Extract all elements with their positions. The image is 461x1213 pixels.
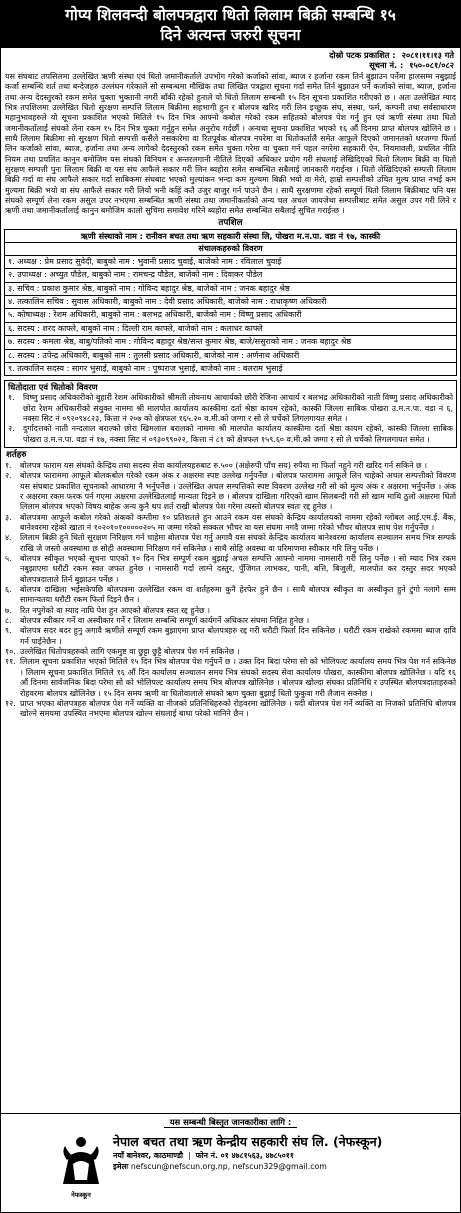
org-address: नयाँ बानेश्वर, काठमाण्डौ	[113, 1151, 184, 1160]
org-email-line	[113, 1161, 458, 1172]
term-number: ७.	[5, 605, 12, 615]
org-name: नेपाल बचत तथा ऋण केन्द्रीय सहकारी संघ लि. (नेफस्कून)	[113, 1134, 383, 1149]
term-number: ६.	[5, 585, 12, 595]
email-label: इमेलः	[113, 1162, 129, 1171]
term-text: बोलपत्र फाराममा आफूले बोलकबोल गरेको रकम अंक र अक्षरमा स्पष्ट उल्लेख गर्नुपर्नेछ । बोलपत्र फाराममा आफूले लिन चाहेको अचल सम्पत्तीको विवरण यस संघबाट प्रकाशित सूचनाको आधारमा नै भर्नुपर्नेछ । उल्लेखित अचल सम्पत्तिको स्पष्ट विवरण उल्लेख गरी सो को मुल्य अंक र अक्षरमा भर्नुपर्नेछ । अंक र अक्षरमा रकम फरक पर्न गएमा अक्षरमा उल्लेखितलाई मान्यता दिइने छ । बोलपत्र दाखिला गरिएको खाम सिलबन्दी गरी सो खाम माथि ठुलो अक्षरमा धितो लिलाम बोलपत्र भएको विषय बाहेक अन्य कुनै थप शर्त राखी बोलपत्र पेश गरेमा त्यस्तो बोलपत्र स्वतः रद्द हुनेछ ।	[20, 471, 456, 512]
term-item	[5, 626, 456, 647]
org-phone: फोन नं. ०१ ४७८१५६३, ४७८५०११	[195, 1151, 294, 1160]
board-member-row: ९. तत्कालिन सदस्य : सागर भुसाई, बाबुको नाम : पुष्पराज भुसाई, बाजेको नाम : बलराम भुसाई	[8, 364, 283, 374]
term-text: बोलपत्र दाखिला भईसकेपछि बोलपत्रमा उल्लेखित रकम वा शर्तहरुमा कुनै हेरफेर हुने छैन । साथै बोलपत्र स्वीकृत वा अस्वीकृत हुने टुंगो नलागे सम्म सामान्यतया धरौटी रकम फिर्ता दिइने छैन ।	[20, 585, 456, 605]
collateral-item	[8, 424, 453, 445]
term-number: २.	[5, 471, 12, 481]
term-number: ८.	[5, 616, 12, 626]
term-text: बोलपत्र फाराम यस संघको केन्द्रिय तथा सदस्य सेवा कार्यालयहरुबाट रु.५०० (अक्षेरुपी पाँच सय) रुपैया मा फिर्ता नहुने गरी खरिद गर्न सकिने छ ।	[20, 460, 428, 470]
term-item	[5, 616, 456, 626]
board-member-row: ७. सदस्य : कमला श्रेष्ठ, बाबु/पतिको नाम : गोविन्द बहादुर श्रेष्ठ/सन्त कुमार श्रेष्ठ, बाजे/ससुराको नाम : जनक बहादुर श्रेष्ठ	[5, 336, 456, 349]
board-member-row: २. उपाध्यक्ष : अच्युत पौडेल, बाबुको नाम : रामचन्द्र पौडेल, बाजेको नाम : दिवाकर पौडेल	[5, 269, 456, 282]
term-item	[5, 461, 456, 471]
org-address-line: नयाँ बानेश्वर, काठमाण्डौ | फोन नं. ०१ ४७८१५६३, ४७८५०११	[113, 1151, 294, 1160]
footer-caption-text: यस सम्बन्धी बिस्तृत जानकारीका लागि :	[164, 1117, 298, 1128]
org-email[interactable]: nefscun@nefscun.org.np, nefscun329@gmail.com	[130, 1162, 327, 1171]
collateral-item-text: विष्णु प्रसाद अधिकारीको बुहारी रेशम अधिकारीको श्रीमती तोयनाथ आचार्यको छोरी रेजिना आचार्य र बलभद्र अधिकारीको नाती विष्णु प्रसाद अधिकारीको छोरा रेशम अधिकारीको संयुक्त नाममा श्री मालपोत कार्यालय कास्कीमा दर्ता श्रेष्ठा कायम रहेको, कास्की जिल्ला साबिक पोखरा उ.म.न.पा. वडा नं ६, नक्सा सिट नं ०९२०९४८२३, कित्ता नं २०७ को क्षेत्रफल १६५.२० व.मी.को जग्गा र सो ले चर्चेको लिगलगायत समेत ।	[23, 393, 453, 424]
term-number: ९.	[5, 626, 12, 636]
org-details	[113, 1134, 458, 1172]
contact-footer	[1, 1113, 460, 1212]
term-number: ५.	[5, 554, 12, 564]
footer-caption	[1, 1117, 460, 1128]
board-member-row: ३. सचिव : प्रकाश कुमार श्रेष्ठ, बाबुको नाम : गोविन्द बहादुर श्रेष्ठ, बाजेको नाम : जनक बहादुर श्रेष्ठ	[5, 283, 456, 296]
term-text: लिलाम सूचना प्रकाशित भएको मितिले १५ दिन भित्र बोलपत्र पेश गर्नुपर्ने छ । उक्त दिन बिदा परेमा सो को भोलिपल्ट कार्यालय समय भित्र पेश गर्न सकिनेछ । लिलाम सूचना प्रकाशित मितिले १६ औं दिन कार्यालय सञ्चालन समय भित्र संघको सदस्य सेवा कार्यालय पोखरा, कास्कीमा बोलपत्र खोलिनेछ । यदि १६ औं दिनमा सार्वजनिक बिदा परेमा सो को भोलिपल्ट कार्यालय समय भित्र बोलपत्र खोलिनेछ । बोलपत्र खोल्दा संघका प्रतिनिधि र उपस्थित बोलपत्रदाताहरुको रोहवरमा बोलपत्र खोलिनेछ । १५ दिन समय ऋणी वा धितोवालाले संघको ऋण चुक्ता बुझाई धितो फुकुवा गरी लैजान सक्नेछ ।	[20, 657, 456, 698]
collateral-item-number: २.	[8, 424, 15, 434]
intro-paragraph: यस संघबाट तपसिलमा उल्लेखित ऋणी संस्था एवं धितो जमानीकर्ताले उपभोग गरेको कर्जाको सांवा, ब्याज र हर्जाना रकम तिर्न बुझाउन पर्नेमा हालसम्म नबुझाई कर्जा सम्बन्धि शर्त तथा बन्देजहरु उल्लंघन गरेकाले सो सम्बन्धमा मौखिक तथा लिखित पत्रद्वारा सूचना गर्दा समेत तिर्न बुझाउन पर्ने कर्जाको सांवा, ब्याज, हर्जाना तथा अन्य देदस्तुरको रकम समेत चुक्ता भुक्तानी नगरी बाँकी रहेको हुनाले यो धितो लिलाम सम्बन्धी १५ दिन सूचना प्रकाशित गरीएको छ । अतः उल्लेखित म्याद भित्र तपशिलमा उल्लेखित धितो सुरक्षण सम्पत्ति लिलाम बिक्रीमा सहभागी हुन र बोलपत्र खरिद गरी लिन इच्छुक संघ, संस्था, फर्म, कम्पनी तथा सर्वसाधारण महानुभावहरुले यो सूचना प्रकाशित भएको मितिले १५ दिन भित्र आफ्नो कबोल गरेको रकम सहितको बोलपत्र पेश गर्नु हुन एवं ऋणी संस्था तथा धितो जमानीकर्तालाई संघको लेना रकम १५ दिन भित्र चुक्ता गर्नुहुन समेत अनुरोध गर्दछौं । अन्यथा सूचना प्रकाशित भएको १६ औं दिनमा प्राप्त बोलपत्र खोलिने छ । साथै लिलाम बिक्रीमा सो सुरक्षण धितो सम्पत्ती कसैले नसकारेमा वा रितपूर्वक बोलपत्र नपरेमा वा धितोकर्तालेै समेत आफुले दिएको जमानतको धरजग्गा फिर्ता लिन कर्जाको सांवा, ब्याज, हर्जाना तथा अन्य लागेको देदस्तुरको रकम समेत चुक्ता गरेमा वा चुक्ता गर्न पहल नगरेमा सहकारी ऐन, नियमावली, प्रचलित नीति नियम तथा प्रचलित कानुन बमोजिम यस संघको विनियम र अन्तरलगानी नीतिले दिएको अधिकार प्रयोग गरी संघलाई लेखिदिएको धितो लिलाम बिक्री वा धितो सुरक्षण सम्पत्ती पुनः लिलाम बिक्री वा यस संघ आफैले सकार गरी लिन ब्यहोरा समेत सम्बन्धित सबैलाई जानकारी गराईन्छ । धितो लेखिदिएको सम्पत्ती लिलाम बिक्री गर्दा वा संघ आफैले सकार गर्दा साबिकमा संघबाट भएको मुल्यांकन भन्दा कम मुल्यमा बिक्री भयो वा मेरो, हाम्रो सम्पत्तीको उचित मुल्य प्राप्त नभई कम मुल्यमा बिक्री भयो वा संघ आफैले सकार गरी लियो भनी कहिं कतै उजुर बाजुर गर्न पाउने छैन । साथै सुरक्षणमा रहेको सम्पूर्ण धितो लिलाम बिक्रीबाट पनि यस संघको सम्पूर्ण लेना रकम असुल उपर नभएमा सम्बन्धित ऋणी संस्था तथा जमानीकर्ताको अन्य चल अचल जायजेथा सम्पत्तीबाट समेत असुल उपर गरी लिने र ऋणी तथा जमानीकर्तालाई कानुन बमोजिम कालो सुचिमा समावेश गरिने ब्यहोरा समेत सम्बन्धित सबैलाई सुचित गराईन्छ ।	[5, 72, 456, 216]
publish-date: २०८१।११।१३ गते	[401, 50, 454, 60]
term-text: बोलपत्र स्वीकार गर्ने वा अस्वीकार गर्ने र लिलाम सम्बन्धि सम्पूर्ण कार्यगर्ने अधिकार संघमा निहित हुनेछ ।	[20, 616, 310, 626]
term-text: प्राप्त भएका बोलपत्रहरु बोलपत्र पेश गर्ने व्यक्ति वा नीजको प्रतिनिधिहरुको रोहवरमा खोलिनेछ । यदी बोलपत्र पेश गर्ने व्यक्ति वा निजको प्रतिनिधि बोलपत्र खोल्ने समयमा उपस्थित नभएमा बोलपत्र खोल्न संघलाई बाधा परेको मानिने छैन ।	[20, 698, 456, 719]
term-item	[5, 471, 456, 512]
notice-number-label: सूचना नं. :	[369, 60, 404, 70]
term-text: रित नपुगेको वा म्याद नाघि पेश हुन आएको बोलपत्र स्वत रद्द हुनेछ ।	[20, 605, 210, 615]
term-text: लिलाम बिक्री हुने धितो सुरक्षण निरिक्षण गर्न चाहेमा बोलपत्र पेश गर्नु अगावै यस संघको केन्द्रिय कार्यालय बानेश्वरमा कार्यालय सञ्चालन समय भित्र सम्पर्क राखि जे जस्तो अवस्थामा छ सोही अवस्थामा निरिक्षण गर्न सकिनेछ । साथै सोहि अवस्था वा परिमाणमा स्वीकार गरि लिनु पर्नेछ ।	[20, 533, 456, 553]
board-member-row: ४. तत्कालिन सचिव : सुवास अधिकारी, बाबुको नाम : देवी प्रसाद अधिकारी, बाजेको नाम : राधाकृष्ण अधिकारी	[5, 296, 456, 309]
term-number: ३.	[5, 512, 12, 522]
board-heading: संचालकहरुको विवरण	[5, 243, 456, 256]
term-item	[5, 513, 456, 534]
notice-meta	[1, 48, 460, 70]
term-text: बोलपत्रमा आफूले कबोल गरेको अंकको कम्तीमा १० प्रतिशतले हुन आउने रकम यस संघको केन्द्रिय कार्यालयको नाममा रहेको ग्लोबल आई.एम.ई. बैंक, बानेश्वरमा रहेको खाता नं १०२०१०१०००००२०५ मा जम्मा गरेको सक्कल भौचर वा यस संघमा नगदै जम्मा गरेको भौचर बोलपत्र साथ पेश गर्नुपर्नेछ ।	[20, 512, 456, 533]
term-number: ११.	[5, 657, 16, 667]
collateral-item	[8, 393, 453, 424]
term-item	[5, 657, 456, 698]
term-item	[5, 606, 456, 616]
borrower-name: ऋणी संस्थाको नाम : रानीवन बचत तथा ऋण सहकारी संस्था लि, पोखरा म.न.पा. वडा नं १७, कास्की	[5, 230, 456, 243]
collateral-box	[4, 380, 457, 447]
notice-header	[1, 1, 460, 48]
term-item	[5, 585, 456, 606]
term-item	[5, 554, 456, 585]
collateral-item-text: दुर्गादत्तको नाती नन्दलाल बराल्को छोरा खिमलाल बरालको नाममा श्री मालपोत कार्यालय कास्कीमा दर्ता श्रेष्ठा कायम रहेको, कास्की जिल्ला साबिक पोखरा उ.म.न.पा. वडा नं १७, नक्सा सिट नं ०९३०९९०२२, कित्ता नं ८१ को क्षेत्रफल १५९.६० व.मी.को जग्गा र सो ले चर्चेको लिगलगायत समेत ।	[23, 424, 453, 444]
terms-heading: शर्तहरु	[6, 449, 27, 460]
term-number: १.	[5, 460, 12, 470]
collateral-item-number: १.	[8, 393, 15, 403]
term-number: ४.	[5, 533, 12, 543]
board-member-row: ८. सदस्य : उपेन्द्र अधिकारी, बाबुको नाम : तुलसी प्रसाद अधिकारी, बाजेको नाम : अर्णनाथ अधिकारी	[5, 350, 456, 363]
term-number: १०.	[5, 647, 16, 657]
term-text: बोलपत्र स्वीकृत भएको सूचना पाएको १० दिन भित्र सम्पूर्ण रकम बुझाई अचल सम्पत्ति आफ्नो नाममा नामसारी गरी लिनु पर्नेछ । सो म्याद भित्र रकम नबुझाएमा धरौटी रकम स्वत जफत हुनेछ । नामसारी गर्दा लाग्ने दस्तुर, पुँजिगत लाभकर, पानी, बत्ति, बिजुली, मालपोत कर दस्तुर सदर भएको बोलपत्रदाताले तिर्न बुझाउन पर्नेछ ।	[20, 554, 456, 584]
notice-number: १५०-०८१/०८२	[409, 60, 454, 70]
publish-label: दोस्रो पटक प्रकाशित :	[329, 50, 396, 60]
terms-list	[1, 461, 460, 720]
term-item	[5, 647, 456, 657]
term-text: बोलपत्र सदर बदर हुनु अगावै ऋणीले सम्पूर्ण रकम बुझाएमा प्राप्त बोलपत्रहरु रद्द गरी धरौटी फिर्ता दिन सकिनेछ । धरौटी रकम राखेको रकममा ब्याज दावि गर्न पाईनेछैन ।	[20, 626, 456, 646]
term-number: १२.	[5, 698, 16, 708]
borrower-box	[4, 229, 457, 377]
board-member-row: १. अध्यक्ष : प्रेम प्रसाद सुवेदी, बाबुको नाम : भुवानी प्रसाद चुवाई, बाजेको नाम : रविलाल चुवाई	[5, 256, 456, 269]
header-title-line2: दिने अत्यन्त जरुरी सूचना	[160, 26, 301, 44]
board-member-row: ६. सदस्य : शरद काफ्ले, बाबुको नाम : दिल्ली राम काफ्ले, बाजेको नाम : कलाधर काफ्ले	[5, 323, 456, 336]
tapasil-heading: तपशिल	[218, 217, 243, 228]
term-item	[5, 533, 456, 554]
nefscun-logo-icon	[59, 1134, 103, 1188]
header-title-line1: गोप्य शिलवन्दी बोलपत्रद्वारा धितो लिलाम बिक्री सम्बन्धि १५	[65, 6, 396, 24]
term-item	[5, 699, 456, 720]
collateral-heading: धितोदाता एवं धितोको विवरण	[8, 382, 98, 393]
logo-label: नेफस्कून	[71, 1191, 91, 1199]
board-member-row: ५. कोषाध्यक्ष : रेशम अधिकारी, बाबुको नाम : बलभद्र अधिकारी, बाजेको नाम : विष्णु प्रसाद अधिकारी	[5, 309, 456, 322]
term-text: उल्लेखित धितोपत्रहरुको लागि एकमुष्ट वा छुट्टा छुट्टै बोलपत्र पेश गर्न सकिनेछ ।	[20, 647, 240, 657]
